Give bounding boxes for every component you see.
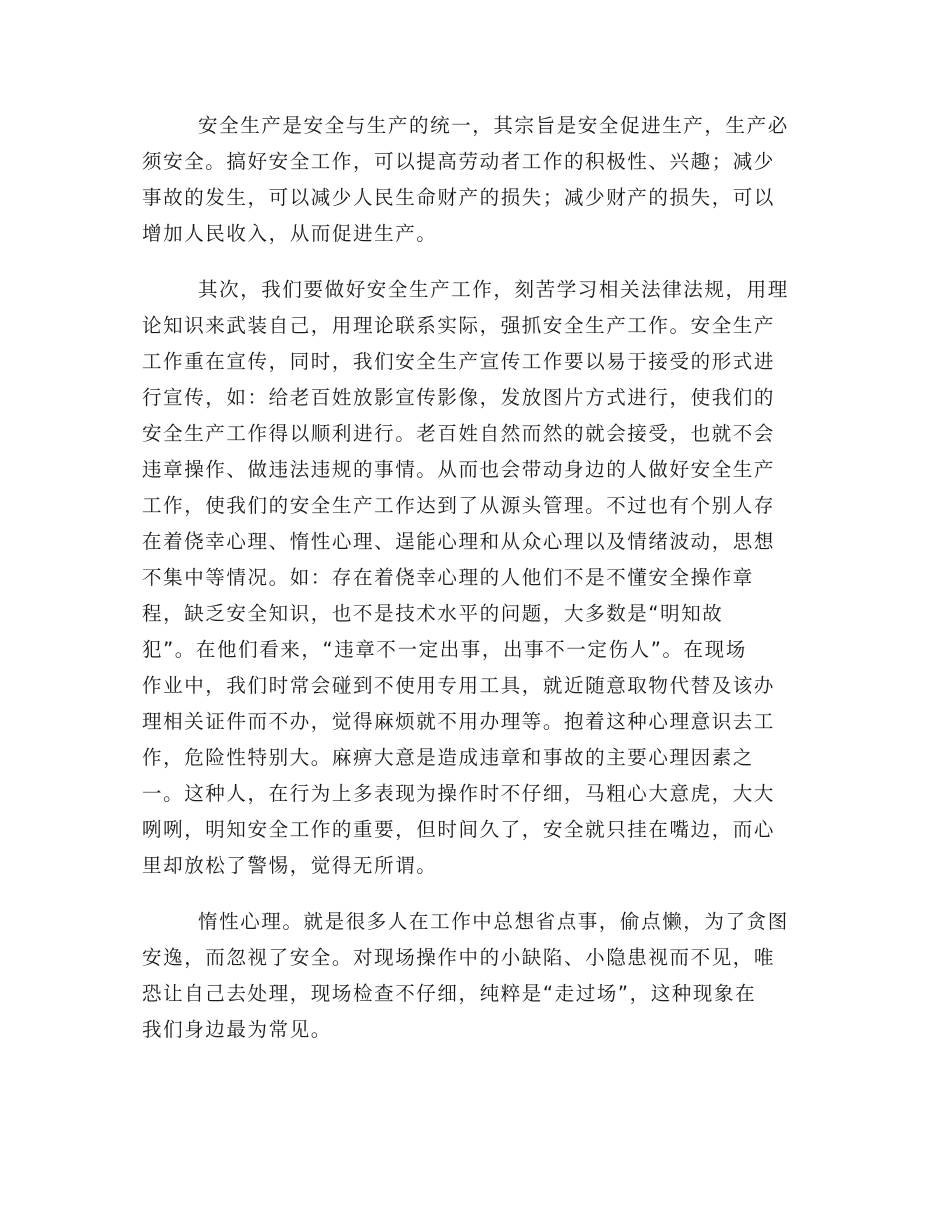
- paragraph-2-line-9: 不集中等情况。如：存在着侥幸心理的人他们不是不懂安全操作章: [142, 566, 754, 589]
- paragraph-3-line-1: 惰性心理。就是很多人在工作中总想省点事，偷点懒，为了贪图: [198, 910, 789, 933]
- paragraph-1-line-2: 须安全。搞好安全工作，可以提高劳动者工作的积极性、兴趣；减少: [142, 150, 776, 173]
- paragraph-2-line-4: 行宣传，如：给老百姓放影宣传影像，发放图片方式进行，使我们的: [142, 386, 776, 409]
- paragraph-1-line-3: 事故的发生，可以减少人民生命财产的损失；减少财产的损失，可以: [142, 186, 776, 209]
- paragraph-1-line-4: 增加人民收入，从而促进生产。: [142, 222, 438, 245]
- paragraph-2-line-11: 犯”。在他们看来，“违章不一定出事，出事不一定伤人”。在现场: [142, 638, 747, 661]
- paragraph-2-line-5: 安全生产工作得以顺利进行。老百姓自然而然的就会接受，也就不会: [142, 422, 776, 445]
- paragraph-2-line-15: 一。这种人，在行为上多表现为操作时不仔细，马粗心大意虎，大大: [142, 782, 776, 805]
- paragraph-2-line-16: 咧咧，明知安全工作的重要，但时间久了，安全就只挂在嘴边，而心: [142, 818, 776, 841]
- paragraph-3-line-3: 恐让自己去处理，现场检查不仔细，纯粹是“走过场”，这种现象在: [142, 982, 757, 1005]
- paragraph-2-line-7: 工作，使我们的安全生产工作达到了从源头管理。不过也有个别人存: [142, 494, 776, 517]
- paragraph-2-line-3: 工作重在宣传，同时，我们安全生产宣传工作要以易于接受的形式进: [142, 350, 776, 373]
- paragraph-2-line-14: 作，危险性特别大。麻痹大意是造成违章和事故的主要心理因素之: [142, 746, 754, 769]
- paragraph-2-line-10: 程，缺乏安全知识，也不是技术水平的问题，大多数是“明知故: [142, 602, 724, 625]
- paragraph-3-line-4: 我们身边最为常见。: [142, 1018, 332, 1041]
- paragraph-2-line-6: 违章操作、做违法违规的事情。从而也会带动身边的人做好安全生产: [142, 458, 776, 481]
- paragraph-2-line-1: 其次，我们要做好安全生产工作，刻苦学习相关法律法规，用理: [198, 278, 789, 301]
- paragraph-2-line-13: 理相关证件而不办，觉得麻烦就不用办理等。抱着这种心理意识去工: [142, 710, 776, 733]
- paragraph-3-line-2: 安逸，而忽视了安全。对现场操作中的小缺陷、小隐患视而不见，唯: [142, 946, 776, 969]
- paragraph-1-line-1: 安全生产是安全与生产的统一，其宗旨是安全促进生产，生产必: [198, 114, 789, 137]
- paragraph-2-line-12: 作业中，我们时常会碰到不使用专用工具，就近随意取物代替及该办: [142, 674, 776, 697]
- paragraph-2-line-8: 在着侥幸心理、惰性心理、逞能心理和从众心理以及情绪波动，思想: [142, 530, 776, 553]
- paragraph-2-line-17: 里却放松了警惕，觉得无所谓。: [142, 854, 438, 877]
- paragraph-2-line-2: 论知识来武装自己，用理论联系实际，强抓安全生产工作。安全生产: [142, 314, 776, 337]
